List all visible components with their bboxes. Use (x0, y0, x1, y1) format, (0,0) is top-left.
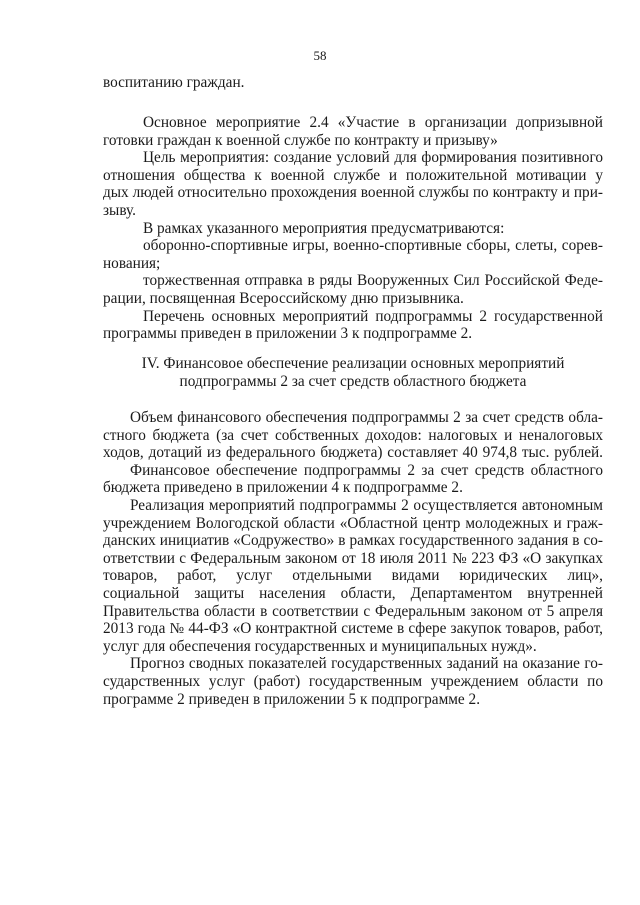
text-line: учреждением Вологодской области «Областной центр молодежных и граж- (103, 514, 603, 532)
section-activity-2-4 (103, 114, 603, 343)
text-line: Основное мероприятие 2.4 «Участие в организации допризывной (143, 114, 603, 131)
text-line: дых людей относительно прохождения военной службы по контракту и при- (103, 184, 603, 202)
text-line: Правительства области в соответствии с Федеральным законом от 5 апреля (103, 602, 603, 620)
text-line: рации, посвященная Всероссийскому дню призывника. (103, 289, 464, 307)
text-line: 2013 года № 44-ФЗ «О контрактной системе в сфере закупок товаров, работ, (103, 620, 603, 638)
text-line: программе 2 приведен в приложении 5 к подпрограмме 2. (103, 690, 481, 708)
text-line: программы приведен в приложении 3 к подпрограмме 2. (103, 325, 473, 343)
text-line: Реализация мероприятий подпрограммы 2 осуществляется автономным (130, 496, 603, 514)
heading-line-1: IV. Финансовое обеспечение реализации основных мероприятий (141, 355, 565, 372)
text-line: Объем финансового обеспечения подпрограммы 2 за счет средств обла- (130, 409, 603, 426)
text-line: отношения общества к военной службе и положительной мотивации у (103, 166, 603, 184)
text-line: оборонно-спортивные игры, военно-спортивные сборы, слеты, сорев- (143, 237, 603, 255)
section-heading (103, 355, 603, 391)
text-line: сударственных услуг (работ) государственным учреждением области по (103, 672, 603, 690)
text-line: В рамках указанного мероприятия предусматриваются: (143, 219, 505, 237)
text-line: готовки граждан к военной службе по контракту и призыву» (103, 131, 498, 149)
heading-line-2: подпрограммы 2 за счет средств областного бюджета (179, 373, 527, 390)
page-number: 58 (313, 48, 327, 63)
text-line: социальной защиты населения области, Департаментом внутренней (103, 584, 603, 602)
text-line: услуг для обеспечения государственных и муниципальных нужд». (103, 637, 537, 655)
text-line: Перечень основных мероприятий подпрограммы 2 государственной (143, 307, 603, 325)
text-line: Цель мероприятия: создание условий для формирования позитивного (143, 149, 603, 167)
text-line: воспитанию граждан. (103, 74, 245, 91)
text-line: стного бюджета (за счет собственных доходов: налоговых и неналоговых (103, 426, 603, 444)
text-line: товаров, работ, услуг отдельными видами юридических лиц», (103, 567, 603, 585)
text-line: ходов, дотаций из федерального бюджета) составляет 40 974,8 тыс. рублей. (103, 444, 603, 462)
text-line: бюджета приведено в приложении 4 к подпрограмме 2. (103, 479, 463, 497)
text-line: ответствии с Федеральным законом от 18 июля 2011 № 223 ФЗ «О закупках (103, 549, 603, 567)
text-line: Прогноз сводных показателей государственных заданий на оказание го- (130, 655, 603, 673)
section-financing (103, 409, 603, 708)
text-line: зыву. (103, 201, 136, 219)
text-line: данских инициатив «Содружество» в рамках государственного задания в со- (103, 532, 603, 550)
text-line: нования; (103, 254, 161, 272)
text-line: Финансовое обеспечение подпрограммы 2 за счет средств областного (130, 461, 603, 479)
paragraph-continuation (103, 74, 603, 92)
text-line: торжественная отправка в ряды Вооруженных Сил Российской Феде- (143, 272, 603, 290)
